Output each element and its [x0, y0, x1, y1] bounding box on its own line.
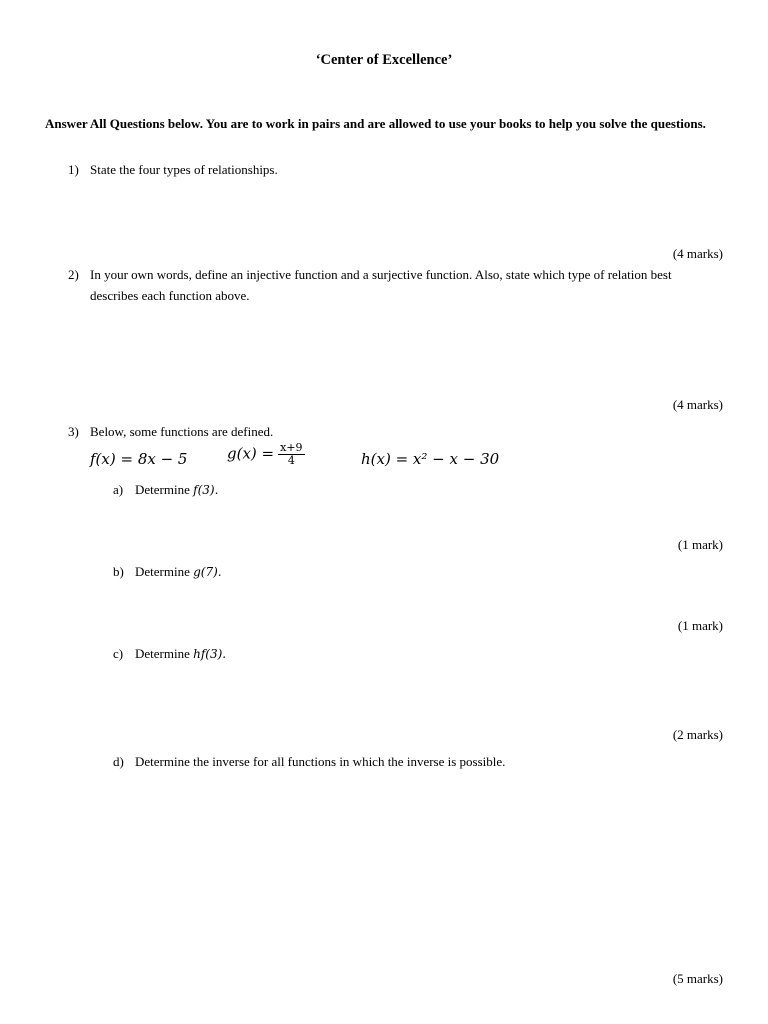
part-b-expression: g(7).: [193, 565, 222, 579]
part-a-expression: f(3).: [193, 483, 219, 497]
function-g-fraction: [278, 442, 304, 467]
question-2-marks: (4 marks): [672, 397, 723, 412]
part-a-label: a): [113, 482, 124, 497]
part-b-text: [135, 564, 222, 580]
question-2-text: In your own words, define an injective function and a surjective function. Also, state which type of relation best describes each function above.: [90, 267, 672, 303]
question-2-number: 2): [68, 267, 79, 282]
page-title: ‘Center of Excellence’: [315, 52, 453, 68]
part-a-marks: (1 mark): [677, 537, 723, 552]
instructions: Answer All Questions below. You are to work in pairs and are allowed to use your books to help you solve the questions.: [45, 116, 706, 131]
question-3-text: Below, some functions are defined.: [90, 424, 274, 439]
function-g-definition: [227, 442, 309, 467]
part-c-marks: (2 marks): [672, 727, 723, 742]
function-g-numerator: x+9: [280, 441, 303, 454]
part-b-instruction: Determine: [135, 564, 190, 579]
part-c-label: c): [113, 646, 124, 661]
question-1-marks: (4 marks): [672, 246, 723, 261]
part-d-marks: (5 marks): [672, 971, 723, 986]
part-d-text: Determine the inverse for all functions in which the inverse is possible.: [135, 754, 506, 769]
part-c-text: [135, 646, 226, 662]
part-a-text: [135, 482, 218, 498]
part-a-instruction: Determine: [135, 482, 190, 497]
question-3-number: 3): [68, 424, 79, 439]
function-f-definition: f(x) = 8x − 5: [90, 450, 188, 468]
question-1-number: 1): [68, 162, 79, 177]
part-b-label: b): [113, 564, 124, 579]
part-d-label: d): [113, 754, 124, 769]
part-c-expression: hf(3).: [193, 647, 227, 661]
question-1-text: State the four types of relationships.: [90, 162, 278, 177]
part-b-marks: (1 mark): [677, 618, 723, 633]
function-g-denominator: 4: [287, 454, 295, 467]
function-g-lhs: g(x) =: [227, 444, 275, 463]
part-c-instruction: Determine: [135, 646, 190, 661]
function-h-definition: h(x) = x² − x − 30: [361, 450, 500, 468]
